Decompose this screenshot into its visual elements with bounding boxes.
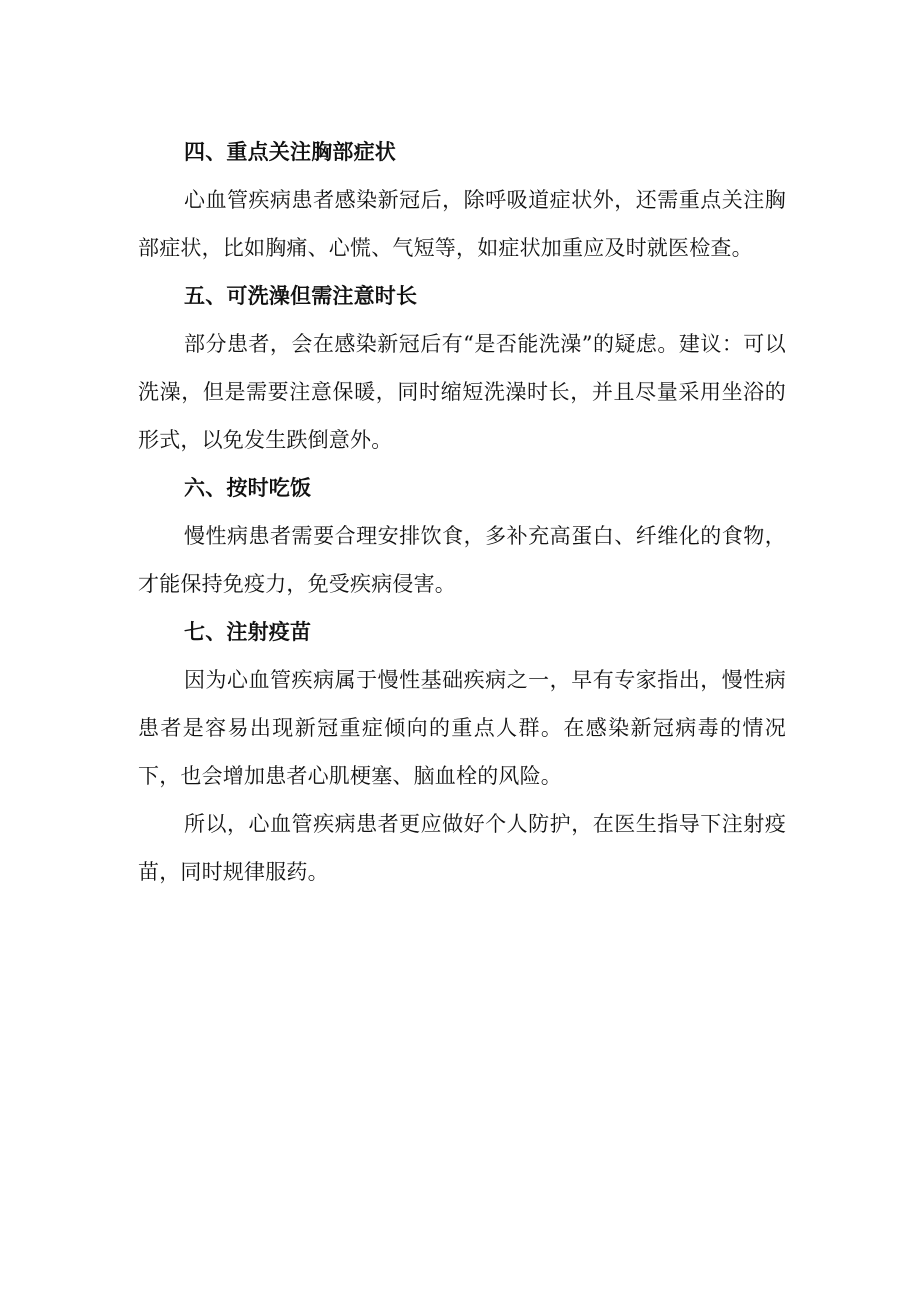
section-6-paragraph-1: 慢性病患者需要合理安排饮食，多补充高蛋白、纤维化的食物，才能保持免疫力，免受疾病侵害。 [138, 524, 786, 596]
section-7-paragraph-2: 所以，心血管疾病患者更应做好个人防护，在医生指导下注射疫苗，同时规律服药。 [138, 812, 786, 884]
section-7-paragraph-1: 因为心血管疾病属于慢性基础疾病之一，早有专家指出，慢性病患者是容易出现新冠重症倾向的重点人群。在感染新冠病毒的情况下，也会增加患者心肌梗塞、脑血栓的风险。 [138, 668, 786, 788]
section-heading-5: 五、可洗澡但需注意时长 [184, 283, 418, 308]
section-heading-4: 四、重点关注胸部症状 [184, 139, 396, 164]
document-body [138, 128, 786, 896]
section-heading-6: 六、按时吃饭 [184, 475, 312, 500]
section-5-paragraph-1: 部分患者，会在感染新冠后有“是否能洗澡”的疑虑。建议：可以洗澡，但是需要注意保暖，同时缩短洗澡时长，并且尽量采用坐浴的形式，以免发生跌倒意外。 [138, 332, 786, 452]
section-4-paragraph-1: 心血管疾病患者感染新冠后，除呼吸道症状外，还需重点关注胸部症状，比如胸痛、心慌、气短等，如症状加重应及时就医检查。 [138, 188, 786, 260]
section-heading-7: 七、注射疫苗 [184, 619, 312, 644]
